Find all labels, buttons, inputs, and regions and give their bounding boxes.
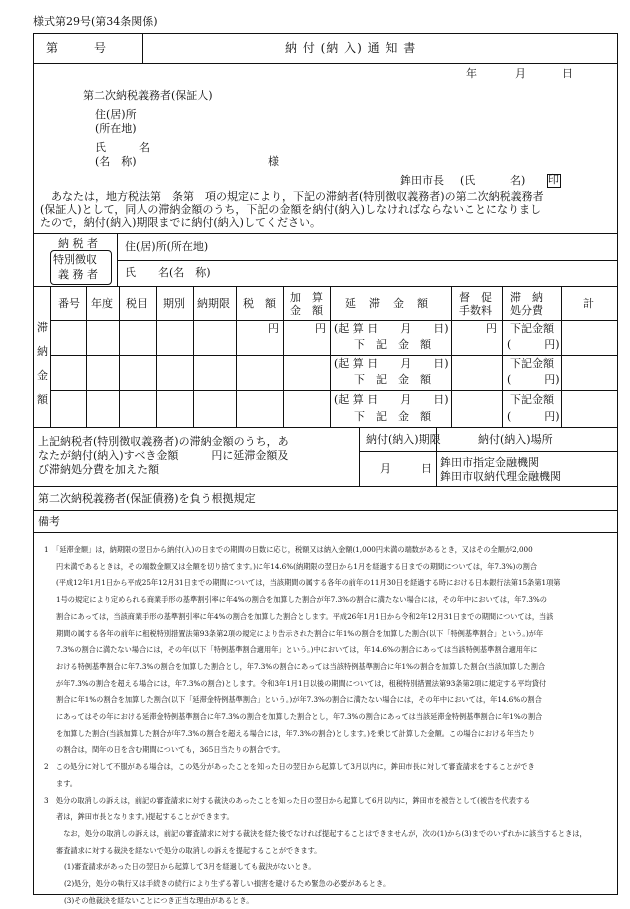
note-line: 3 処分の取消しの訴えは，前記の審査請求に対する裁決のあったことを知った日の翌日から起算して6月以内に，鉾田市を被告として(被告を代表する: [44, 795, 531, 805]
col-header-period: 期別: [163, 297, 185, 310]
place-label: 納付(納入)場所: [478, 433, 553, 446]
side-label-2: 納: [37, 345, 48, 358]
payment-place-1: 鉾田市指定金融機関: [440, 456, 539, 469]
col-header-due-date: 納期限: [197, 297, 230, 310]
side-label-4: 額: [37, 393, 48, 406]
payment-desc-1: 上記納税者(特別徴収義務者)の滞納金額のうち，あ: [38, 435, 289, 448]
side-label-1: 滞: [37, 321, 48, 334]
note-line: 2 この処分に対して不服がある場合は，この処分があったことを知った日の翌日から起算して3月以内に，鉾田市長に対して審査請求をすることができ: [44, 762, 535, 772]
col-header-number: 番号: [58, 297, 80, 310]
row1-note: 下 記 金 額: [354, 338, 431, 351]
yen-reminder: 円: [486, 322, 497, 335]
row1-sub1: 下記金額: [510, 322, 554, 335]
note-line: ます。: [56, 778, 77, 788]
row3-note: 下 記 金 額: [354, 410, 431, 423]
row3-sub1: 下記金額: [510, 393, 554, 406]
date-month: 月: [515, 67, 526, 80]
col-header-tax-amount: 税 額: [243, 297, 276, 310]
address-label: 住(居)所: [95, 108, 137, 121]
name-label-2: (名 称): [95, 155, 137, 168]
note-line: 円未満であるときは，その端数金額又は全額を切り捨てます。)に年14.6%(納期限の翌日から1月を経過する日までの期間については，年7.3%)の割合: [56, 561, 538, 571]
row3-sub2: ( 円): [507, 410, 560, 423]
issuer-surname: (氏: [460, 174, 476, 187]
col-header-total: 計: [583, 297, 594, 310]
col-header-tax-item: 税目: [126, 297, 148, 310]
note-line: (1)審査請求があった日の翌日から起算して3月を経過しても裁決がないとき。: [64, 862, 316, 872]
yen-surcharge: 円: [315, 322, 326, 335]
document-title: 納 付 (納 入) 通 知 書: [285, 41, 417, 55]
col-header-surcharge-2: 金 額: [290, 304, 323, 317]
yen-tax: 円: [268, 322, 279, 335]
note-line: 期間の属する各年の前年に租税特別措置法第93条第2項の規定により告示された割合に年1%の割合を加算した割合(以下「特例基準割合」という。)が年: [56, 628, 544, 638]
note-line: おける特例基準割合に年7.3%の割合を加算した割合とし，年7.3%の割合にあっては当該特例基準割合に年1%の割合を加算した割合(当該加算した割合: [56, 661, 546, 671]
date-year: 年: [466, 67, 477, 80]
row3-calc-date: (起 算 日 月 日): [334, 393, 449, 406]
note-line: なお，処分の取消しの訴えは，前記の審査請求に対する裁決を経た後でなければ提起することはできませんが，次の(1)から(3)までのいずれかに該当するときは，: [56, 828, 587, 838]
note-line: 1 「延滞金額」は，納期限の翌日から納付(入)の日までの期間の日数に応じ，税額又は納入金額(1,000円未満の端数があるとき，又はその全額が2,000: [44, 545, 533, 554]
note-line: が年7.3%の割合を超える場合には，年7.3%の割合)とします。令和3年1月1日以後の期間については，租税特別措置法第93条第2項に規定する平均貸付: [56, 678, 547, 688]
body-line-2: (保証人)として，同人の滞納金額のうち，下記の金額を納付(納入)しなければならないことになりまし: [40, 203, 541, 216]
col-header-late-fee: 延 滞 金 額: [345, 297, 429, 310]
deadline-month: 月: [380, 462, 391, 475]
note-line: の割合は，閏年の日を含む期間についても，365日当たりの割合です。: [56, 745, 285, 755]
deadline-day: 日: [421, 462, 432, 475]
issuer-title: 鉾田市長: [400, 174, 444, 187]
note-line: (2)処分，処分の執行又は手続きの続行により生ずる著しい損害を避けるため緊急の必要があるとき。: [64, 879, 391, 889]
row2-calc-date: (起 算 日 月 日): [334, 357, 449, 370]
note-line: (平成12年1月1日から平成25年12月31日までの期間については，当該期間の属する各年の前年の11月30日を経過する時における日本銀行法第15条第1項第: [56, 578, 561, 588]
col-header-surcharge-1: 加 算: [290, 291, 323, 304]
note-line: にあってはその年における延滞金特例基準割合に年7.3%の割合を加算した割合とし，年7.3%の割合にあっては当該延滞金特例基準割合に年1%の割合: [56, 712, 543, 722]
col-header-reminder-1: 督 促: [459, 291, 492, 304]
addressee-heading: 第二次納税義務者(保証人): [83, 89, 213, 102]
taxpayer-label-top: 納 税 者: [58, 237, 98, 250]
row2-note: 下 記 金 額: [354, 373, 431, 386]
note-line: 1号の規定により定められる商業手形の基準割引率に年4%の割合を加算した割合が年7.3%の割合に満たない場合には，その年中においては，年7.3%の: [56, 595, 547, 605]
payment-desc-3: び滞納処分費を加えた額: [38, 463, 159, 476]
seal-mark: 印: [548, 173, 559, 186]
taxpayer-label-mid: 特別徴収: [53, 253, 97, 266]
row2-sub2: ( 円): [507, 373, 560, 386]
row2-sub1: 下記金額: [510, 357, 554, 370]
taxpayer-name-label: 氏 名(名 称): [125, 266, 211, 279]
note-line: 者は，鉾田市長となります。)提起することができます。: [56, 812, 234, 822]
note-line: 審査請求に対する裁決を経ないで処分の取消しの訴えを提起することができます。: [56, 845, 322, 855]
address-label-2: (所在地): [95, 122, 137, 135]
note-line: 7.3%の割合に満たない場合には，その年(以下「特例基準割合適用年」という。)中においては，年14.6%の割合にあっては当該特例基準割合適用年に: [56, 645, 538, 655]
row1-calc-date: (起 算 日 月 日): [334, 322, 449, 335]
col-header-reminder-2: 手数料: [459, 304, 492, 317]
payment-place-2: 鉾田市収納代理金融機関: [440, 470, 561, 483]
deadline-label: 納付(納入)期限: [366, 433, 441, 446]
col-header-year: 年度: [91, 297, 113, 310]
remarks-notes: [44, 542, 616, 909]
taxpayer-label-bot: 義 務 者: [58, 268, 98, 281]
basis-label: 第二次納税義務者(保証債務)を負う根拠規定: [38, 492, 256, 505]
note-line: 割合に年1%の割合を加算した割合(以下「延滞金特例基準割合」という。)が年7.3%の割合に満たない場合には，その年中においては，年14.6%の割合: [56, 695, 542, 705]
note-line: を加算した割合(当該加算した割合が年7.3%の割合を超える場合には，年7.3%の割合)とします。)を乗じて計算した金額。この場合における年当たり: [56, 728, 536, 738]
notice-number-label: 第 号: [46, 41, 107, 55]
side-label-3: 金: [37, 369, 48, 382]
taxpayer-address-label: 住(居)所(所在地): [125, 240, 209, 253]
col-header-disposal-1: 滞 納: [510, 291, 543, 304]
honorific: 様: [268, 155, 279, 168]
form-label: 様式第29号(第34条関係): [33, 15, 158, 28]
date-day: 日: [562, 67, 573, 80]
col-header-disposal-2: 処分費: [510, 304, 543, 317]
body-line-1: あなたは，地方税法第 条第 項の規定により，下記の滞納者(特別徴収義務者)の第二次納税義務者: [40, 190, 544, 203]
body-line-3: たので，納付(納入)期限までに納付(納入)してください。: [40, 216, 321, 229]
remarks-label: 備考: [38, 515, 60, 528]
note-line: 割合にあっては，当該商業手形の基準割引率に年4%の割合を加算した割合とします。平成26年1月1日から令和2年12月31日までの期間については，当該: [56, 611, 554, 621]
note-line: (3)その他裁決を経ないことにつき正当な理由があるとき。: [64, 895, 254, 905]
name-label: 氏 名: [95, 141, 150, 154]
row1-sub2: ( 円): [507, 338, 560, 351]
issuer-given: 名): [510, 174, 526, 187]
payment-desc-2: なたが納付(納入)すべき金額 円に延滞金額及: [38, 449, 289, 462]
